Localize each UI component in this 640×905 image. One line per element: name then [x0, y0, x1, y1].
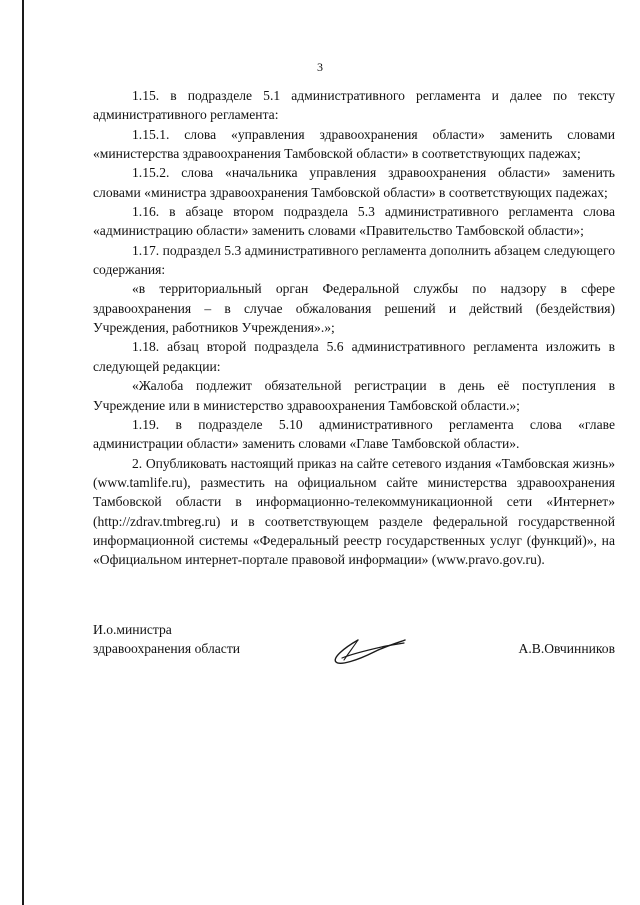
handwritten-signature-icon	[328, 630, 408, 670]
page-number: 3	[317, 60, 323, 74]
signatory-title-line2: здравоохранения области	[93, 641, 241, 657]
paragraph-1-18: 1.18. абзац второй подраздела 5.6 административного регламента изложить в следующей редакции:	[93, 339, 615, 374]
paragraph-1-16: 1.16. в абзаце втором подраздела 5.3 административного регламента слова «администрацию области» заменить словами «Правительство Тамбовской области»;	[93, 204, 615, 239]
scan-edge-line	[22, 0, 24, 905]
signatory-title	[93, 620, 240, 659]
paragraph-1-17-quote: «в территориальный орган Федеральной службы по надзору в сфере здравоохранения – в случае обжалования решений и действий (бездействия) Учреждения, работников Учреждения».»;	[93, 281, 615, 336]
paragraph-1-15-1: 1.15.1. слова «управления здравоохранения области» заменить словами «министерства здравоохранения Тамбовской области» в соответствующих падежах;	[93, 126, 615, 162]
paragraph-1-15: 1.15. в подразделе 5.1 административного регламента и далее по тексту административного регламента:	[93, 88, 615, 123]
paragraph-1-19: 1.19. в подразделе 5.10 административного регламента слова «главе администрации области» заменить словами «Главе Тамбовской области».	[93, 416, 615, 452]
signatory-name: А.В.Овчинников	[518, 641, 615, 656]
signature-block	[93, 620, 615, 670]
paragraph-1-15-2: 1.15.2. слова «начальника управления здравоохранения области» заменить словами «министра здравоохранения Тамбовской области» в соответствующих падежах;	[93, 165, 615, 200]
signatory-title-line1: И.о.министра	[93, 622, 172, 637]
paragraph-1-17: 1.17. подраздел 5.3 административного регламента дополнить абзацем следующего содержания:	[93, 242, 615, 278]
paragraph-1-18-quote: «Жалоба подлежит обязательной регистрации в день её поступления в Учреждение или в министерство здравоохранения Тамбовской области.»;	[93, 378, 615, 413]
paragraph-2: 2. Опубликовать настоящий приказ на сайте сетевого издания «Тамбовская жизнь» (www.tamlife.ru), разместить на официальном сайте министерства здравоохранения Тамбовской области в информационно-телекоммуникационной сети «Интернет» (http://zdrav.tmbreg.ru) и в соответствующем разделе федеральной государственной информационной системы «Федеральный реестр государственных услуг (функций)», на «Официальном интернет-портале правовой информации» (www.pravo.gov.ru).	[93, 455, 615, 568]
document-body	[93, 86, 615, 570]
